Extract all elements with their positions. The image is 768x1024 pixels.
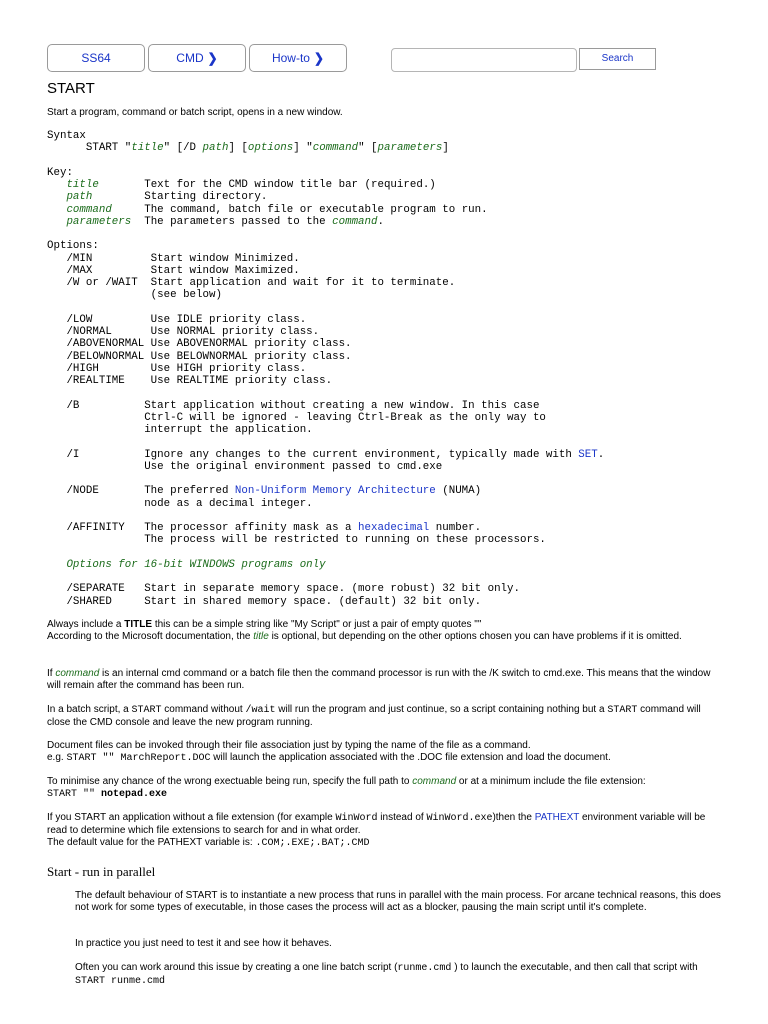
nav-howto-button[interactable]	[249, 44, 347, 72]
note-text: Often you can work around this issue by creating a one line batch script (	[75, 962, 398, 973]
syntax-text: ] "	[293, 142, 313, 155]
title-term: title	[253, 631, 269, 643]
note-text: is an internal cmd command or a batch file then the command processor is run with the /K switch to cmd.exe. This means that the window will remain after the command has been run.	[47, 668, 711, 692]
key-desc: The parameters passed to the	[144, 215, 333, 228]
syntax-text: " [/D	[163, 142, 203, 155]
search-input[interactable]	[391, 48, 577, 72]
section-heading: Start - run in parallel	[47, 864, 156, 879]
note-text: Document files can be invoked through their file association just by typing the name of the file as a command.	[47, 740, 531, 751]
options-text: /MIN Start window Minimized. /MAX Start window Maximized. /W or /WAIT Start application and wait for it to terminate. (see below) /LOW Use IDLE priority class. /NORMAL Use NORMAL priority class. /ABOVENORMAL Use ABOVENORMAL priority class. /BELOWNORMAL Use BELOWNORMAL priority class. /HIGH Use HIGH priority class. /REALTIME Use REALTIME priority class. /B Start application without creating a new window. In this case Ctrl-C will be ignored - leaving Ctrl-Break as the only way to interrupt the application. /I Ignore any changes to the current environment, typically made with	[66, 252, 572, 461]
note-text: instead of	[377, 812, 427, 823]
note-bold: TITLE	[124, 619, 153, 630]
syntax-text: " [	[358, 142, 378, 155]
code-start: START	[607, 705, 638, 716]
code-example: START runme.cmd	[75, 976, 166, 988]
key-name: title	[66, 179, 99, 191]
code-wait: /wait	[245, 705, 276, 716]
syntax-command-param: command	[312, 142, 359, 155]
key-desc: Starting directory.	[144, 191, 268, 204]
options-heading: Options:	[47, 240, 99, 253]
command-term: command	[55, 668, 100, 679]
note-text: is optional, but depending on the other options chosen you can have problems if it is omitted.	[268, 631, 682, 643]
hexadecimal-link[interactable]: hexadecimal	[358, 522, 430, 534]
code-example: START ""	[47, 789, 102, 801]
key-name: path	[66, 191, 93, 204]
code-start: START	[131, 705, 162, 716]
set-link[interactable]: SET	[578, 448, 598, 461]
code-example: WinWord	[335, 813, 378, 824]
note-batch	[47, 704, 722, 729]
parallel-p2: In practice you just need to test it and see how it behaves.	[75, 938, 332, 949]
syntax-options-param: options	[247, 142, 294, 155]
note-text: )then the	[492, 812, 535, 823]
nav-ss64-button[interactable]	[47, 44, 145, 72]
pathext-link[interactable]: PATHEXT	[534, 812, 580, 823]
nav-ss64-label: SS64	[81, 51, 111, 65]
page-intro: Start a program, command or batch script, opens in a new window.	[47, 107, 343, 118]
note-text: If	[47, 668, 56, 679]
note-text: The default value for the PATHEXT variable is:	[47, 837, 256, 849]
note-text: this can be a simple string like "My Script" or just a pair of empty quotes ""	[152, 619, 482, 630]
key-desc: Text for the CMD window title bar (required.)	[144, 179, 436, 191]
parallel-p3	[75, 962, 725, 988]
syntax-parameters-param: parameters	[377, 142, 443, 155]
code-example: .COM;.EXE;.BAT;.CMD	[255, 838, 370, 850]
note-text: command without	[161, 704, 246, 715]
note-text: In a batch script, a	[47, 704, 132, 715]
options-text: (NUMA) node as a decimal integer. /AFFINITY The processor affinity mask as a	[66, 485, 482, 534]
note-text: Always include a	[47, 619, 125, 630]
note-text: ) to launch the executable, and then call that script with	[451, 962, 698, 973]
syntax-text: ] [	[228, 142, 248, 155]
note-text: will launch the application associated with the .DOC file extension and load the document.	[210, 752, 611, 764]
nav-cmd-button[interactable]	[148, 44, 246, 72]
key-pad	[131, 216, 144, 228]
note-pathext	[47, 812, 722, 851]
key-pad	[99, 179, 144, 191]
options-text: number. The process will be restricted to running on these processors.	[144, 522, 546, 547]
note-text: command will close the CMD console and leave the new program running.	[47, 704, 701, 729]
code-example: WinWord.exe	[426, 813, 493, 824]
options-text: /SEPARATE Start in separate memory space. (more robust) 32 bit only. /SHARED Start in shared memory space. (default) 32 bit only.	[66, 583, 520, 608]
parallel-p1: The default behaviour of START is to instantiate a new process that runs in parallel with the main process. For arcane technical reasons, this does not work for some types of executable, in those cases the process will act as a blocker, pausing the main script until it's complete.	[75, 890, 721, 914]
note-command	[47, 668, 722, 692]
numa-link[interactable]: Non-Uniform Memory Architecture	[234, 485, 436, 498]
options-text: . Use the original environment passed to cmd.exe /NODE The preferred	[66, 448, 605, 498]
nav-howto-label: How-to	[271, 51, 310, 65]
syntax-block	[47, 130, 604, 608]
syntax-text: START "	[47, 142, 132, 155]
note-text: or at a minimum include the file extension:	[456, 776, 646, 787]
key-desc: The command, batch file or executable program to run.	[144, 203, 488, 216]
note-text: e.g.	[47, 752, 67, 764]
nav-cmd-label: CMD	[176, 51, 204, 65]
note-text: will run the program and just continue, so a script containing nothing but a	[275, 704, 608, 715]
note-fullpath	[47, 776, 722, 801]
syntax-heading: Syntax	[47, 130, 86, 142]
note-text: If you START an application without a file extension (for example	[47, 812, 336, 823]
key-desc: .	[377, 215, 384, 228]
note-text: According to the Microsoft documentation, the	[47, 631, 254, 643]
page-title: START	[47, 80, 95, 97]
note-text: To minimise any chance of the wrong exectuable being run, specify the full path to	[47, 776, 413, 787]
win16-note: Options for 16-bit WINDOWS programs only	[66, 558, 326, 571]
code-example: START "" MarchReport.DOC	[66, 753, 211, 765]
key-pad	[112, 204, 144, 216]
search-button[interactable]: Search	[579, 48, 656, 70]
syntax-text: ]	[442, 142, 449, 155]
chevron-right-icon: ❯	[207, 50, 218, 66]
syntax-title-param: title	[131, 142, 164, 155]
key-heading: Key:	[47, 166, 73, 179]
key-pad	[92, 191, 144, 203]
key-name: parameters	[66, 215, 132, 228]
note-documents	[47, 740, 722, 765]
note-title	[47, 619, 722, 643]
code-example-bold: notepad.exe	[101, 789, 168, 801]
key-name: command	[66, 203, 112, 216]
command-term: command	[412, 776, 457, 787]
command-link[interactable]: command	[332, 215, 378, 228]
syntax-path-param: path	[202, 142, 229, 155]
chevron-right-icon: ❯	[313, 50, 325, 66]
note-text: environment variable will be read to determine which file extensions to search for and in what order.	[47, 812, 706, 837]
code-example: runme.cmd	[397, 963, 452, 974]
